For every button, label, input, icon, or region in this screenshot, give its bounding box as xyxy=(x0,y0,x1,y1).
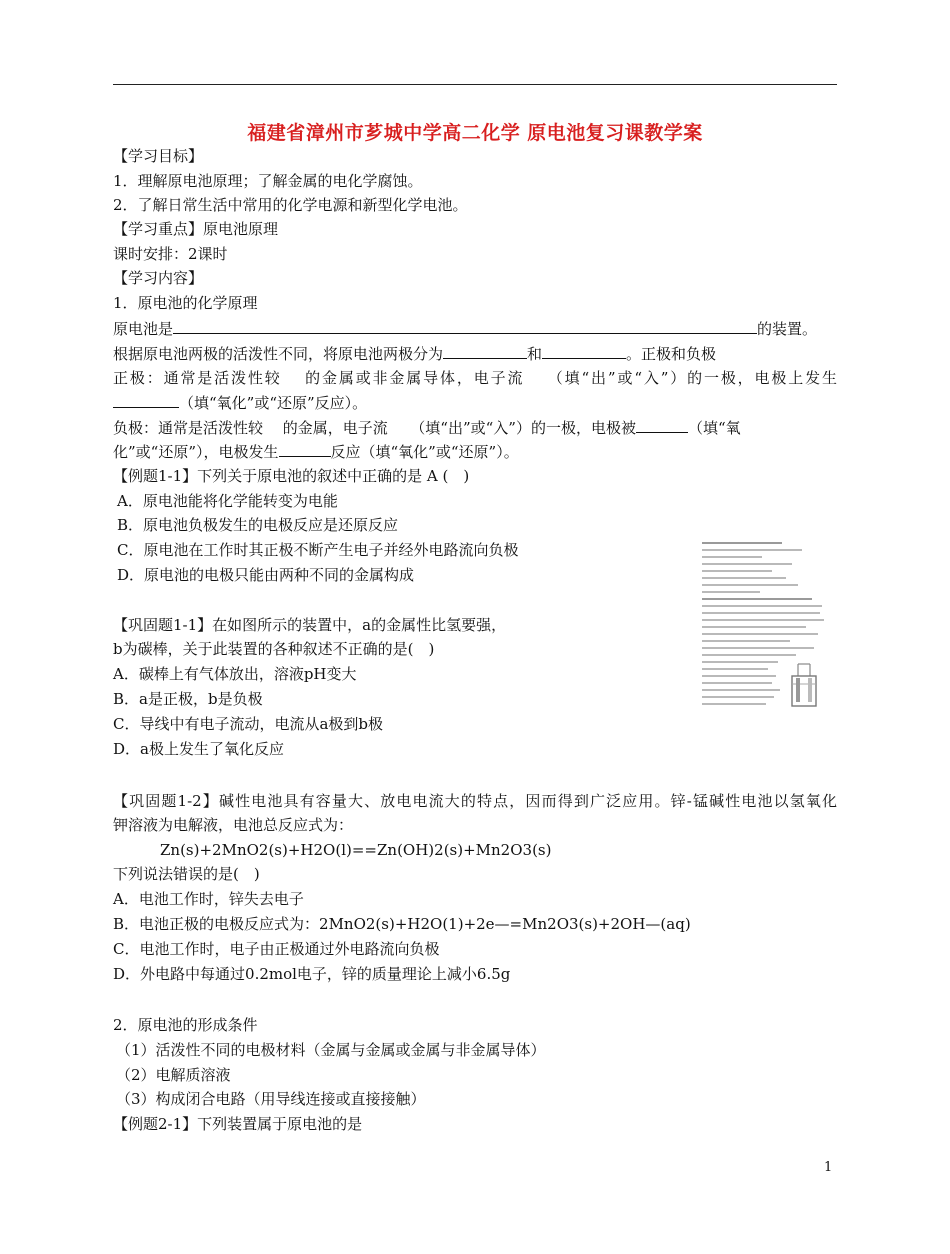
negative-blank-2[interactable] xyxy=(279,440,331,457)
c11-option-b: B．a是正极，b是负极 xyxy=(113,690,263,708)
section-2-heading: 2．原电池的形成条件 xyxy=(113,1016,258,1034)
negative-line-2 xyxy=(113,440,519,463)
positive-line-1: 正极：通常是活泼性较 的金属或非金属导体，电子流 （填“出”或“入”）的一极，电极上发生 xyxy=(113,369,837,387)
classify-blank-1[interactable] xyxy=(443,342,527,359)
positive-line-2-text: （填“氧化”或“还原”反应）。 xyxy=(179,394,368,412)
header-rule xyxy=(113,84,837,85)
page-number: 1 xyxy=(824,1160,833,1175)
negative-line-1 xyxy=(113,416,837,439)
c11-option-d: D．a极上发生了氧化反应 xyxy=(113,740,284,758)
classify-blank-2[interactable] xyxy=(542,342,626,359)
device-figure-image xyxy=(702,540,826,722)
objectives-header: 【学习目标】 xyxy=(113,147,204,165)
classify-end: 。正极和负极 xyxy=(626,345,717,363)
negative-line-2-tail: 反应（填“氧化”或“还原”）。 xyxy=(330,443,519,461)
definition-suffix: 的装置。 xyxy=(757,320,818,338)
reaction-equation: Zn(s)+2MnO2(s)+H2O(l)==Zn(OH)2(s)+Mn2O3(s) xyxy=(160,841,552,859)
objective-2: 2．了解日常生活中常用的化学电源和新型化学电池。 xyxy=(113,196,468,214)
ex11-option-d: D．原电池的电极只能由两种不同的金属构成 xyxy=(117,566,415,584)
content-header: 【学习内容】 xyxy=(113,269,204,287)
positive-line-2 xyxy=(113,391,367,414)
negative-line-1-tail: （填“氧 xyxy=(687,419,741,437)
consolidation-1-1-line-2: b为碳棒，关于此装置的各种叙述不正确的是( ) xyxy=(113,640,435,658)
condition-3: （3）构成闭合电路（用导线连接或直接接触） xyxy=(116,1090,426,1108)
classify-and: 和 xyxy=(527,345,543,363)
focus-line: 【学习重点】原电池原理 xyxy=(113,220,279,238)
objective-1: 1．理解原电池原理；了解金属的电化学腐蚀。 xyxy=(113,172,423,190)
ex11-option-a: A．原电池能将化学能转变为电能 xyxy=(117,492,338,510)
consolidation-1-2-line-1: 【巩固题1-2】碱性电池具有容量大、放电电流大的特点，因而得到广泛应用。锌-锰碱性电池以氢氧化 xyxy=(113,792,837,810)
positive-blank[interactable] xyxy=(113,391,179,408)
condition-1: （1）活泼性不同的电极材料（金属与金属或金属与非金属导体） xyxy=(116,1041,546,1059)
consolidation-1-2-line-2: 钾溶液为电解液，电池总反应式为： xyxy=(113,816,354,834)
c12-option-a: A．电池工作时，锌失去电子 xyxy=(113,890,304,908)
c11-option-a: A．碳棒上有气体放出，溶液pH变大 xyxy=(113,665,357,683)
classify-text: 根据原电池两极的活泼性不同，将原电池两极分为 xyxy=(113,345,444,363)
example-2-1: 【例题2-1】下列装置属于原电池的是 xyxy=(113,1115,363,1133)
ex11-option-b: B．原电池负极发生的电极反应是还原反应 xyxy=(117,516,399,534)
ex11-option-c: C．原电池在工作时其正极不断产生电子并经外电路流向负极 xyxy=(117,541,519,559)
schedule-line: 课时安排：2课时 xyxy=(113,245,228,263)
c12-option-b: B．电池正极的电极反应式为：2MnO2(s)+H2O(1)+2e—=Mn2O3(s)+2OH—(aq) xyxy=(113,915,691,933)
condition-2: （2）电解质溶液 xyxy=(116,1066,231,1084)
example-1-1: 【例题1-1】下列关于原电池的叙述中正确的是 A ( ) xyxy=(113,467,470,485)
definition-line xyxy=(113,317,817,340)
negative-line-1-text: 负极：通常是活泼性较 的金属，电子流 （填“出”或“入”）的一极，电极被 xyxy=(113,419,636,437)
consolidation-1-1-line-1: 【巩固题1-1】在如图所示的装置中，a的金属性比氢要强， xyxy=(113,616,507,634)
negative-blank-1[interactable] xyxy=(636,416,688,433)
c12-question: 下列说法错误的是( ) xyxy=(113,865,260,883)
classify-line xyxy=(113,342,716,365)
definition-prefix: 原电池是 xyxy=(113,320,174,338)
c12-option-d: D．外电路中每通过0.2mol电子，锌的质量理论上减小6.5g xyxy=(113,965,511,983)
section-1-heading: 1．原电池的化学原理 xyxy=(113,294,258,312)
page-title: 福建省漳州市芗城中学高二化学 原电池复习课教学案 xyxy=(247,122,703,144)
negative-line-2-text: 化”或“还原”），电极发生 xyxy=(113,443,279,461)
beaker-icon xyxy=(786,662,822,714)
definition-blank[interactable] xyxy=(173,317,757,334)
c12-option-c: C．电池工作时，电子由正极通过外电路流向负极 xyxy=(113,940,440,958)
c11-option-c: C．导线中有电子流动，电流从a极到b极 xyxy=(113,715,384,733)
